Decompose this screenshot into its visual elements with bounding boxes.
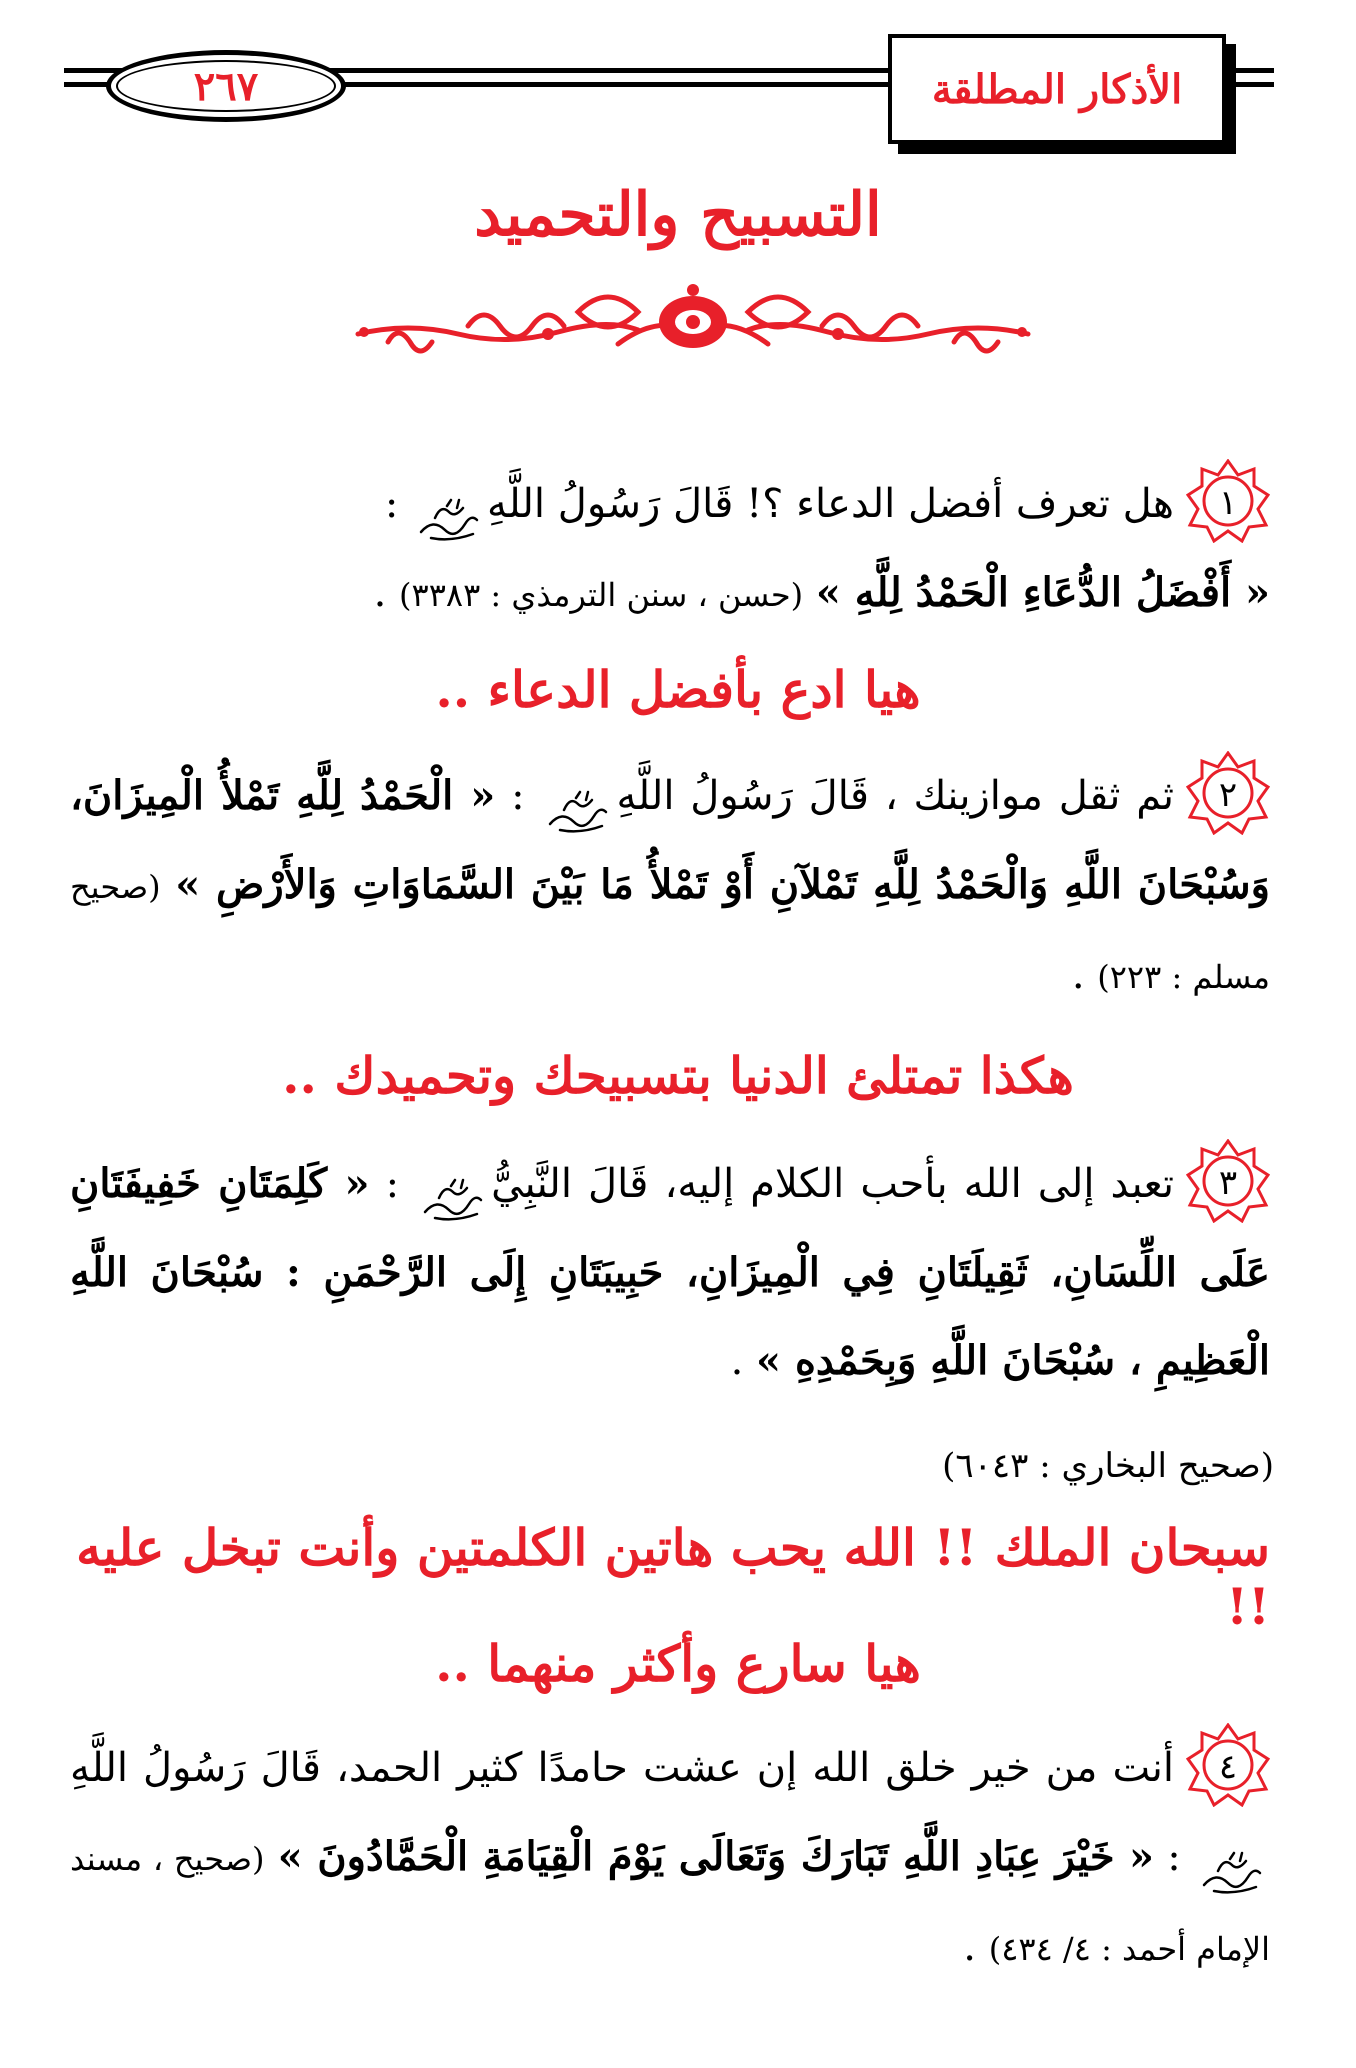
item-colon: : [1167, 1834, 1181, 1880]
item-number: ٣ [1218, 1163, 1238, 1203]
hadith-source: (صحيح ، مسند الإمام أحمد : ٤/ ٤٣٤) [70, 1840, 1270, 1968]
page-title: التسبيح والتحميد [474, 180, 882, 250]
item-lead: هل تعرف أفضل الدعاء ؟! قَالَ رَسُولُ اللَّهِ [487, 481, 1174, 527]
number-badge-icon [1186, 751, 1270, 835]
item-number: ٤ [1218, 1747, 1238, 1787]
exhortation-4: هيا سارع وأكثر منهما .. [435, 1634, 921, 1693]
floral-divider-icon [348, 282, 1038, 372]
hadith-text: « خَيْرَ عِبَادِ اللَّهِ تَبَارَكَ وَتَعَالَى يَوْمَ الْقِيَامَةِ الْحَمَّادُونَ » [277, 1833, 1155, 1880]
hadith-text: « أَفْضَلُ الدُّعَاءِ الْحَمْدُ لِلَّهِ » [815, 569, 1270, 616]
item-end: . [730, 1338, 744, 1384]
salla-calligraphy-icon [546, 777, 610, 821]
hadith-text: « كَلِمَتَانِ خَفِيفَتَانِ عَلَى اللِّسَانِ، ثَقِيلَتَانِ فِي الْمِيزَانِ، حَبِيبَتَانِ إِلَى الرَّحْمَنِ : سُبْحَانَ اللَّهِ الْعَظِيمِ ، سُبْحَانَ اللَّهِ وَبِحَمْدِهِ » [70, 1160, 1270, 1384]
item-end: . [1071, 952, 1085, 998]
hadith-text: « الْحَمْدُ لِلَّهِ تَمْلأُ الْمِيزَانَ، وَسُبْحَانَ اللَّهِ وَالْحَمْدُ لِلَّهِ تَمْلآنِ أَوْ تَمْلأُ مَا بَيْنَ السَّمَاوَاتِ وَالأَرْضِ » [70, 772, 1270, 908]
exhortation-2: هكذا تمتلئ الدنيا بتسبيحك وتحميدك .. [282, 1046, 1074, 1105]
item-lead: تعبد إلى الله بأحب الكلام إليه، قَالَ النَّبِيُّ [491, 1161, 1175, 1207]
item-end: . [963, 1924, 976, 1970]
item-3 [70, 1140, 1270, 1405]
number-badge-icon [1186, 1723, 1270, 1807]
page-number-oval [106, 50, 346, 122]
salla-calligraphy-icon [417, 485, 481, 529]
item-1 [70, 460, 1270, 639]
number-badge-icon [1186, 459, 1270, 543]
hadith-source: (صحيح البخاري : ٦٠٤٣) [942, 1446, 1274, 1486]
hadith-source: (صحيح مسلم : ٢٢٣) [70, 868, 1270, 996]
number-badge-icon [1186, 1139, 1270, 1223]
item-4 [70, 1724, 1270, 1993]
salla-calligraphy-icon [421, 1165, 485, 1209]
page-header [64, 22, 1274, 154]
item-2 [70, 752, 1270, 1021]
hadith-source: (حسن ، سنن الترمذي : ٣٣٨٣) [399, 576, 804, 614]
item-colon: : [511, 773, 525, 819]
item-lead: أنت من خير خلق الله إن عشت حامدًا كثير الحمد، قَالَ رَسُولُ اللَّهِ [70, 1745, 1174, 1791]
item-lead: ثم ثقل موازينك ، قَالَ رَسُولُ اللَّهِ [616, 773, 1175, 819]
exhortation-1: هيا ادع بأفضل الدعاء .. [435, 660, 921, 719]
exhortation-3: سبحان الملك !! الله يحب هاتين الكلمتين وأنت تبخل عليه !! [76, 1518, 1270, 1636]
item-number: ١ [1218, 483, 1238, 523]
page-number: ٢٦٧ [193, 62, 259, 110]
book-title: الأذكار المطلقة [931, 65, 1183, 113]
salla-calligraphy-icon [1200, 1838, 1264, 1882]
book-title-box [888, 34, 1226, 144]
item-end: . [373, 570, 387, 616]
item-colon: : [385, 1161, 400, 1207]
item-number: ٢ [1218, 775, 1238, 815]
item-colon: : [384, 481, 399, 527]
